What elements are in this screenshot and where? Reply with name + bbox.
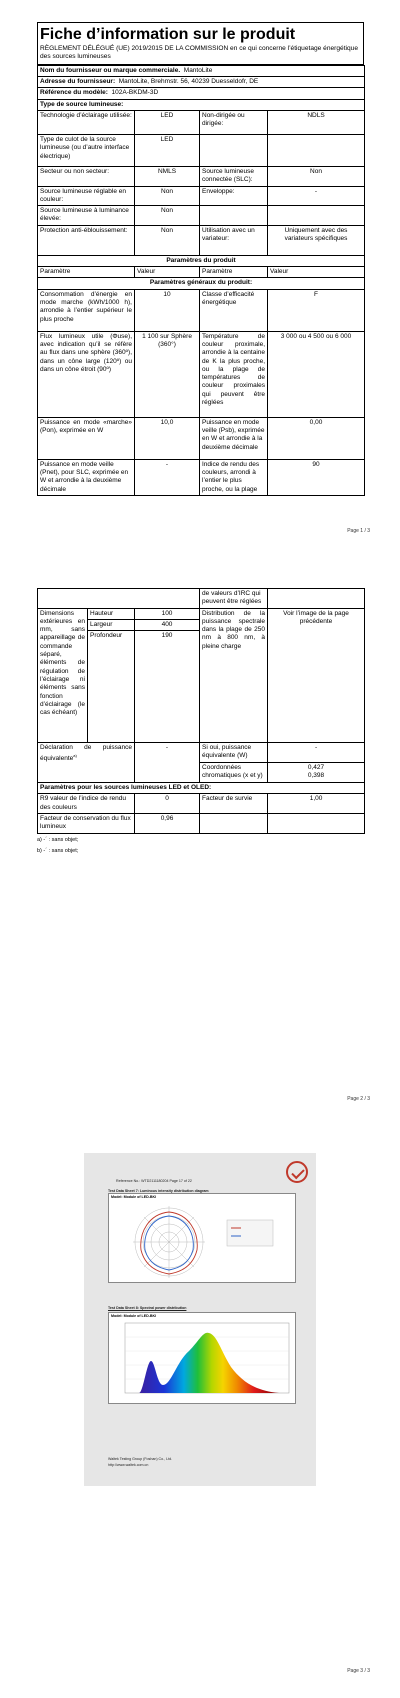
footnote-b: b) -´ : sans objet; bbox=[37, 847, 79, 854]
type-header: Type de source lumineuse: bbox=[38, 99, 365, 110]
table-row: Puissance en mode «marche» (Pon), exprimée en W 10,0 Puissance en mode veille (Psb), exprimée en W et arrondie à la deuxième décimale 0,00 bbox=[38, 417, 365, 459]
product-info-table-continued bbox=[37, 588, 365, 834]
table-row: Secteur ou non secteur: NMLS Source lumineuse connectée (SLC): Non bbox=[38, 167, 365, 187]
report-reference: Reference No.: WTD2111180204 Page 17 of 22 bbox=[116, 1179, 192, 1183]
lab-name: Waltek Testing Group (Foshan) Co., Ltd. bbox=[108, 1457, 173, 1461]
footnote-a: a) -´ : sans objet; bbox=[37, 836, 79, 843]
regulation-subtitle: RÈGLEMENT DÉLÉGUÉ (UE) 2019/2015 DE LA COMMISSION en ce qui concerne l’étiquetage énergétique des sources lumineuses bbox=[37, 44, 364, 65]
page-1 bbox=[37, 22, 364, 496]
lab-website: http://www.waltek.com.cn bbox=[108, 1463, 149, 1467]
luminous-intensity-panel: Model: Module of LED-BKI bbox=[108, 1193, 296, 1283]
table-row: Source lumineuse à luminance élevée: Non bbox=[38, 206, 365, 226]
sheet-7-title: Test Data Sheet 7: Luminous intensity distribution diagram bbox=[108, 1189, 209, 1193]
table-row: Protection anti-éblouissement: Non Utilisation avec un variateur: Uniquement avec des variateurs spécifiques bbox=[38, 225, 365, 255]
table-row: Technologie d’éclairage utilisée: LED Non-dirigée ou dirigée: NDLS bbox=[38, 111, 365, 135]
general-params-header: Paramètres généraux du produit: bbox=[38, 278, 365, 289]
table-row: Dimensions extérieures en mm, sans appareillage de commande séparé, éléments de régulation de l’éclairage ni éléments sans fonction d’éclairage (le cas échéant) Hauteur 100 Distribution de la puissance spectrale dans la plage de 250 nm à 800 nm, à pleine charge Voir l’image de la page précédente bbox=[38, 608, 365, 619]
polar-diagram bbox=[109, 1202, 295, 1282]
waltek-logo-icon bbox=[286, 1161, 308, 1183]
page-title: Fiche d’information sur le produit bbox=[37, 22, 364, 44]
footnotes bbox=[37, 835, 364, 857]
table-row: Consommation d’énergie en mode marche (kWh/1000 h), arrondie à l’entier supérieur le plus proche 10 Classe d’efficacité énergétique F bbox=[38, 289, 365, 331]
column-header-row: Paramètre Valeur Paramètre Valeur bbox=[38, 267, 365, 278]
spectrum-chart bbox=[109, 1321, 295, 1403]
table-row: Profondeur 190 bbox=[38, 631, 365, 743]
test-report-scan bbox=[84, 1153, 316, 1486]
table-row: Type de culot de la source lumineuse (ou d’autre interface électrique) LED bbox=[38, 135, 365, 167]
product-info-table bbox=[37, 65, 365, 496]
led-params-header: Paramètres pour les sources lumineuses LED et OLED: bbox=[38, 783, 365, 794]
table-row: Flux lumineux utile (Φuse), avec indication qu’il se réfère au flux dans une sphère (360º), dans un cône large (120º) ou dans un cône étroit (90º) 1 100 sur Sphère (360°) Température de couleur proximale, arrondie à la centaine de K la plus proche, ou la plage de températures de couleur proximales qui peuvent être réglées 3 000 ou 4 500 ou 6 000 bbox=[38, 331, 365, 417]
spectral-distribution-panel: Model: Module of LED-BKI bbox=[108, 1312, 296, 1404]
table-row: R9 valeur de l’indice de rendu des couleurs 0 Facteur de survie 1,00 bbox=[38, 794, 365, 814]
table-row: Coordonnées chromatiques (x et y) 0,427 0,398 bbox=[38, 763, 365, 783]
table-row: de valeurs d’IRC qui peuvent être réglées bbox=[38, 589, 365, 609]
table-row: Déclaration de puissance équivalente$^{a)}$ - Si oui, puissance équivalente (W) - bbox=[38, 743, 365, 763]
model-row: Référence du modèle: 102A-BKDM-3D bbox=[38, 88, 365, 99]
params-header: Paramètres du produit bbox=[38, 255, 365, 266]
sheet-8-title: Test Data Sheet 8: Spectral power distribution bbox=[108, 1306, 187, 1310]
page-number: Page 1 / 3 bbox=[347, 528, 370, 534]
address-row: Adresse du fournisseur: MantoLite, Brehmstr. 56, 40239 Duesseldofr, DE bbox=[38, 77, 365, 88]
table-row: Source lumineuse réglable en couleur: Non Enveloppe: - bbox=[38, 186, 365, 206]
table-row: Largeur 400 bbox=[38, 619, 365, 630]
page-number: Page 2 / 3 bbox=[347, 1096, 370, 1102]
table-row: Facteur de conservation du flux lumineux 0,96 bbox=[38, 814, 365, 834]
supplier-row: Nom du fournisseur ou marque commerciale. MantoLite bbox=[38, 65, 365, 76]
table-row: Puissance en mode veille (Pnet), pour SLC, exprimée en W et arrondie à la deuxième décimale - Indice de rendu des couleurs, arrondi à l’entier le plus proche, ou la plage 90 bbox=[38, 459, 365, 495]
page-number: Page 3 / 3 bbox=[347, 1668, 370, 1674]
page-2 bbox=[37, 588, 364, 857]
